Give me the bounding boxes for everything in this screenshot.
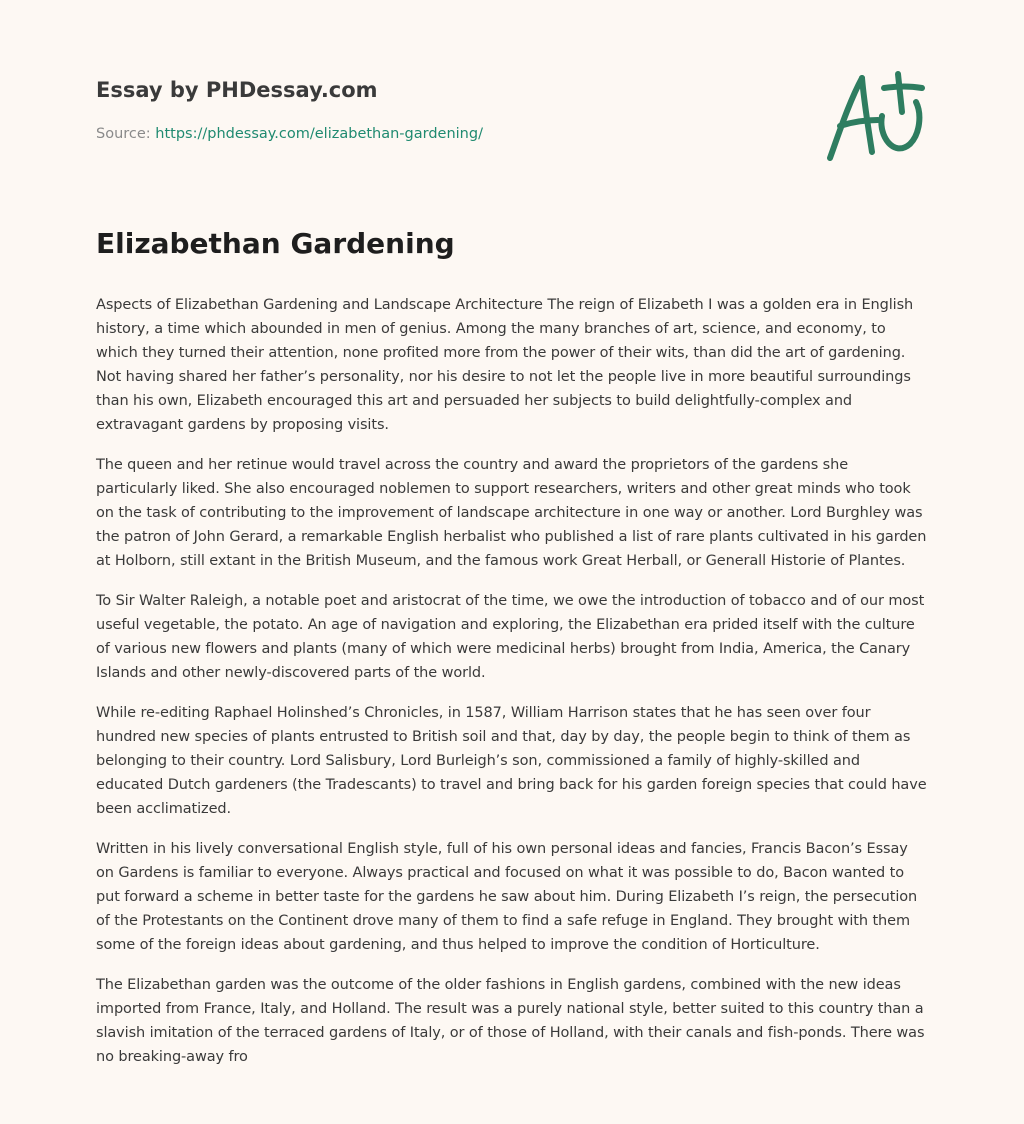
essay-paragraph: Aspects of Elizabethan Gardening and Landscape Architecture The reign of Elizabeth I was a golden era in English history, a time which abounded in men of genius. Among the many branches of art, science, and economy, to which they turned their attention, none profited more from the power of their wits, than did the art of gardening. Not having shared her father’s personality, nor his desire to not let the people live in more beautiful surroundings than his own, Elizabeth encouraged this art and persuaded her subjects to build delightfully-complex and extravagant gardens by proposing visits. xyxy=(96,297,914,433)
a-plus-logo-icon xyxy=(818,66,930,166)
source-label: Source: xyxy=(96,126,156,142)
essay-title: Elizabethan Gardening xyxy=(96,227,455,260)
essay-paragraph: While re-editing Raphael Holinshed’s Chronicles, in 1587, William Harrison states that he has seen over four hundred new species of plants entrusted to British soil and that, day by day, the people begin to think of them as belonging to their country. Lord Salisbury, Lord Burleigh’s son, commissioned a family of highly-skilled and educated Dutch gardeners (the Tradescants) to travel and bring back for his garden foreign species that could have been acclimatized. xyxy=(96,705,927,817)
essay-content xyxy=(96,222,928,1085)
essay-paragraph: Written in his lively conversational English style, full of his own personal ideas and fancies, Francis Bacon’s Essay on Gardens is familiar to everyone. Always practical and focused on what it was possible to do, Bacon wanted to put forward a scheme in better taste for the gardens he saw about him. During Elizabeth I’s reign, the persecution of the Protestants on the Continent drove many of them to find a safe refuge in England. They brought with them some of the foreign ideas about gardening, and thus helped to improve the condition of Horticulture. xyxy=(96,841,918,953)
essay-paragraph: To Sir Walter Raleigh, a notable poet and aristocrat of the time, we owe the introduction of tobacco and of our most useful vegetable, the potato. An age of navigation and exploring, the Elizabethan era prided itself with the culture of various new flowers and plants (many of which were medicinal herbs) brought from India, America, the Canary Islands and other newly-discovered parts of the world. xyxy=(96,593,925,681)
essay-paragraph: The Elizabethan garden was the outcome of the older fashions in English gardens, combined with the new ideas imported from France, Italy, and Holland. The result was a purely national style, better suited to this country than a slavish imitation of the terraced gardens of Italy, or of those of Holland, with their canals and fish-ponds. There was no breaking-away fro xyxy=(96,977,925,1065)
source-link[interactable]: https://phdessay.com/elizabethan-gardening/ xyxy=(155,126,483,142)
page-header xyxy=(96,74,796,144)
brand-title: Essay by PHDessay.com xyxy=(96,78,378,102)
source-line xyxy=(96,124,796,144)
essay-paragraph: The queen and her retinue would travel across the country and award the proprietors of the gardens she particularly liked. She also encouraged noblemen to support researchers, writers and other great minds who took on the task of contributing to the improvement of landscape architecture in one way or another. Lord Burghley was the patron of John Gerard, a remarkable English herbalist who published a list of rare plants cultivated in his garden at Holborn, still extant in the British Museum, and the famous work Great Herball, or Generall Historie of Plantes. xyxy=(96,457,927,569)
